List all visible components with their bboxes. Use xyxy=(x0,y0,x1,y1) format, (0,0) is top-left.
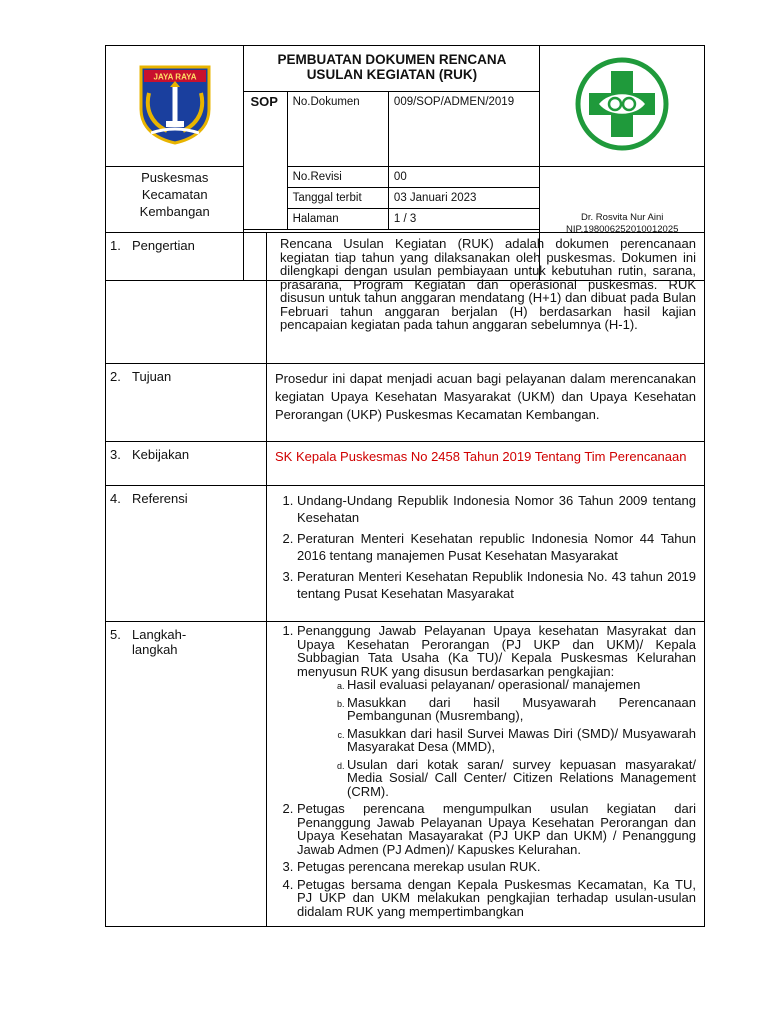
right-logo-cell xyxy=(540,46,705,167)
doc-number-label: No.Dokumen xyxy=(287,92,388,167)
sop-label-cell xyxy=(244,92,287,230)
puskesmas-green-cross-icon xyxy=(573,55,671,153)
page-value: 1 / 3 xyxy=(388,209,540,230)
left-logo-cell xyxy=(106,46,244,167)
list-item: 2. Peraturan Menteri Kesehatan republic Indonesia Nomor 44 Tahun 2016 tentang manajemen Pusat Kesehatan Masyarakat xyxy=(297,530,696,564)
pengertian-text: Rencana Usulan Kegiatan (RUK) adalah dokumen perencanaan kegiatan tiap tahun yang dilaksanakan oleh puskesmas. Dokumen ini dilengkapi dengan usulan pembiayaan untuk kebutuhan rutin, sarana, prasarana, Program Kegiatan dan operasional puskesmas. RUK disusun untuk tahun anggaran mendatang (H+1) dan dibuat pada Bulan Februari tahun anggaran berjalan (H) berdasarkan hasil kajian pencapaian kegiatan pada tahun anggaran sebelumnya (H-1). xyxy=(267,233,705,364)
list-item: d. Usulan dari kotak saran/ survey kepuasan masyarakat/ Media Sosial/ Call Center/ Citizen Relations Management (CRM). xyxy=(347,758,696,799)
section-label: Pengertian xyxy=(132,238,195,253)
tujuan-text: Prosedur ini dapat menjadi acuan bagi pelayanan dalam merencanakan kegiatan Upaya Kesehatan Masyarakat (UKM) dan Upaya Kesehatan Perorangan (UKP) Puskesmas Kecamatan Kembangan. xyxy=(267,364,705,442)
signer-name: Dr. Rosvita Nur Aini xyxy=(581,211,664,223)
issue-date-value: 03 Januari 2023 xyxy=(388,188,540,209)
section-tujuan: 2. Tujuan Prosedur ini dapat menjadi acuan bagi pelayanan dalam merencanakan kegiatan Upaya Kesehatan Masyarakat (UKM) dan Upaya Kesehatan Perorangan (UKP) Puskesmas Kecamatan Kembangan. xyxy=(106,364,705,442)
sub-list xyxy=(297,678,696,798)
signer-nip: NIP.198006252010012025 xyxy=(566,223,679,235)
list-item: b. Masukkan dari hasil Musyawarah Perencanaan Pembangunan (Musrembang), xyxy=(347,696,696,723)
langkah-list xyxy=(275,624,696,918)
puskesmas-name-cell: Puskesmas Kecamatan Kembangan xyxy=(106,167,244,281)
section-pengertian: 1. Pengertian Rencana Usulan Kegiatan (RUK) adalah dokumen perencanaan kegiatan tiap tahun yang dilaksanakan oleh puskesmas. Dokumen ini dilengkapi dengan usulan pembiayaan untuk kebutuhan rutin, sarana, prasarana, Program Kegiatan dan operasional puskesmas. RUK disusun untuk tahun anggaran mendatang (H+1) dan dibuat pada Bulan Februari tahun anggaran berjalan (H) berdasarkan hasil kajian pencapaian kegiatan pada tahun anggaran sebelumnya (H-1). xyxy=(106,233,705,364)
list-item: 1. Undang-Undang Republik Indonesia Nomor 36 Tahun 2009 tentang Kesehatan xyxy=(297,492,696,526)
referensi-list xyxy=(275,492,696,602)
section-kebijakan: 3. Kebijakan SK Kepala Puskesmas No 2458 Tahun 2019 Tentang Tim Perencanaan xyxy=(106,442,705,486)
list-item: a. Hasil evaluasi pelayanan/ operasional/ manajemen xyxy=(347,678,696,692)
list-item: 1. Penanggung Jawab Pelayanan Upaya kesehatan Masyrakat dan Upaya Kesehatan Perorangan (PJ UKP dan UKM)/ Kepala Subbagian Tata Usaha (Ka TU)/ Kepala Puskesmas Kelurahan menyusun RUK yang disusun berdasarkan pengkajian: a. Hasil evaluasi pelayanan/ operasional/ manajemen b. Masukkan dari hasil Musyawarah Perencanaan Pembangunan (Musrembang), c. Masukkan dari hasil Survei Mawas Diri (SMD)/ Musyawarah Masyarakat Desa (MMD), d. Usulan dari kotak saran/ survey kepuasan masyarakat/ Media Sosial/ Call Center/ Citizen Relations Management (CRM). xyxy=(297,624,696,798)
doc-number-value: 009/SOP/ADMEN/2019 xyxy=(388,92,540,167)
revision-value: 00 xyxy=(388,167,540,188)
section-referensi: 4. Referensi 1. Undang-Undang Republik Indonesia Nomor 36 Tahun 2009 tentang Kesehatan 2. Peraturan Menteri Kesehatan republic Indonesia Nomor 44 Tahun 2016 tentang manajemen Pusat Kesehatan Masyarakat 3. Peraturan Menteri Kesehatan Republik Indonesia No. 43 tahun 2019 tentang Pusat Kesehatan Masyarakat xyxy=(106,486,705,622)
kebijakan-text: SK Kepala Puskesmas No 2458 Tahun 2019 Tentang Tim Perencanaan xyxy=(267,442,705,486)
list-item: c. Masukkan dari hasil Survei Mawas Diri (SMD)/ Musyawarah Masyarakat Desa (MMD), xyxy=(347,727,696,754)
section-langkah: 5. Langkah- langkah 1. Penanggung Jawab Pelayanan Upaya kesehatan Masyrakat dan Upaya Kesehatan Perorangan (PJ UKP dan UKM)/ Kepala Subbagian Tata Usaha (Ka TU)/ Kepala Puskesmas Kelurahan menyusun RUK yang disusun berdasarkan pengkajian: a. Hasil evaluasi pelayanan/ operasional/ manajemen b. Masukkan dari hasil Musyawarah Perencanaan Pembangunan (Musrembang), c. Masukkan dari hasil Survei Mawas Diri (SMD)/ Musyawarah Masyarakat Desa (MMD), d. Usulan dari kotak saran/ survey kepuasan masyarakat/ Media Sosial/ Call Center/ Citizen Relations Management (CRM). 2. Petugas perencana mengumpulkan usulan kegiatan dari Penanggung Jawab Pelayanan Upaya Kesehatan Perorangan dan Upaya Kesehatan Masayarakat (PJ UKP dan UKM) / Penanggung Jawab Admen (PJ Admen)/ Kapuskes Kelurahan. 3. Petugas perencana merekap usulan RUK. 4. Petugas bersama dengan Kepala Puskesmas Kecamatan, Ka TU, PJ UKP dan UKM melakukan pengkajian terhadap usulan-usulan didalam RUK yang mempertimbangkan xyxy=(106,622,705,927)
title-cell xyxy=(244,46,540,92)
document-title: PEMBUATAN DOKUMEN RENCANA USULAN KEGIATAN (RUK) xyxy=(277,52,507,82)
logo-text: JAYA RAYA xyxy=(153,72,197,81)
issue-date-label: Tanggal terbit xyxy=(287,188,388,209)
jakarta-coat-of-arms-icon xyxy=(137,63,213,145)
list-item: 2. Petugas perencana mengumpulkan usulan kegiatan dari Penanggung Jawab Pelayanan Upaya Kesehatan Perorangan dan Upaya Kesehatan Masayarakat (PJ UKP dan UKM) / Penanggung Jawab Admen (PJ Admen)/ Kapuskes Kelurahan. xyxy=(297,802,696,856)
sop-body-table xyxy=(105,232,705,927)
section-label: Referensi xyxy=(132,491,188,506)
section-label: Langkah- xyxy=(132,627,187,642)
page-label: Halaman xyxy=(287,209,388,230)
revision-label: No.Revisi xyxy=(287,167,388,188)
section-label: Tujuan xyxy=(132,369,172,384)
list-item: 3. Petugas perencana merekap usulan RUK. xyxy=(297,860,696,874)
sop-label: SOP xyxy=(250,94,278,109)
list-item: 4. Petugas bersama dengan Kepala Puskesmas Kecamatan, Ka TU, PJ UKP dan UKM melakukan pengkajian terhadap usulan-usulan didalam RUK yang mempertimbangkan xyxy=(297,878,696,919)
section-label: Kebijakan xyxy=(132,447,190,462)
list-item: 3. Peraturan Menteri Kesehatan Republik Indonesia No. 43 tahun 2019 tentang Pusat Kesehatan Masyarakat xyxy=(297,568,696,602)
